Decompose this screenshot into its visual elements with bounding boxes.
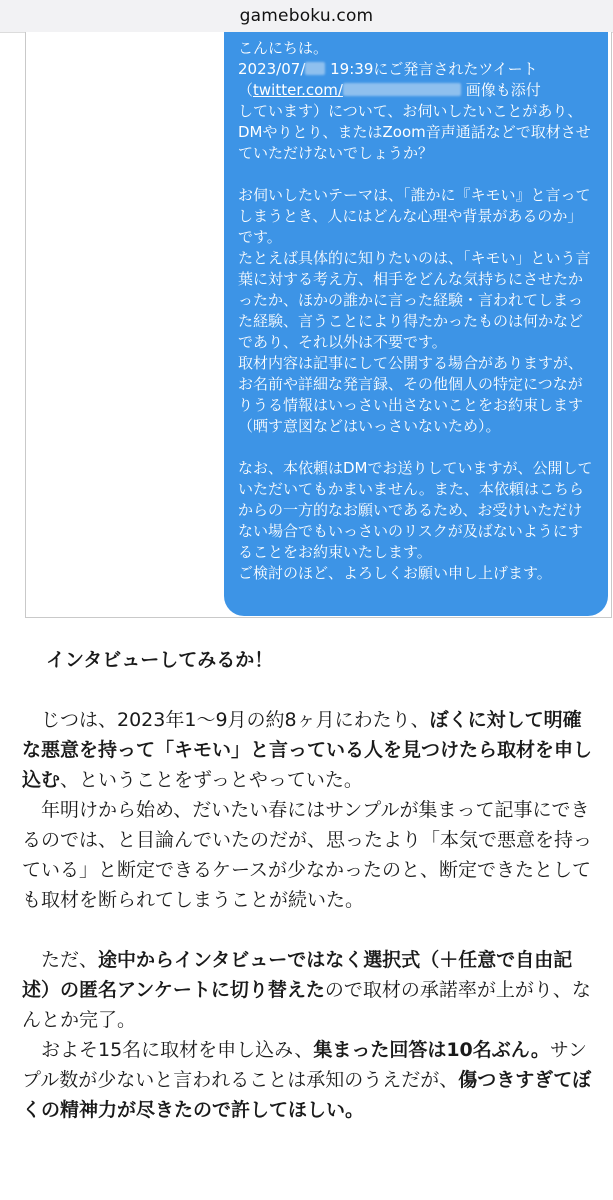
dm-greeting: こんにちは。 bbox=[238, 39, 329, 57]
redacted-date bbox=[305, 62, 325, 75]
dm-para6: ご検討のほど、よろしくお願い申し上げます。 bbox=[238, 564, 552, 582]
dm-para2: お伺いしたいテーマは、「誰かに『キモい』と言ってしまうとき、人にはどんな心理や背景があるのか」です。 bbox=[238, 186, 591, 246]
section-heading: インタビューしてみるか！ bbox=[46, 649, 274, 671]
dm-para3: たとえば具体的に知りたいのは、「キモい」という言葉に対する考え方、相手をどんな気持ちにさせたかったか、ほかの誰かに言った経験・言われてしまった経験、言うことにより得たかったものは何かなどであり、それ以外は不要です。 bbox=[238, 249, 591, 351]
dm-message-bubble bbox=[224, 32, 608, 616]
article-paragraph-3: ただ、途中からインタビューではなく選択式（＋任意で自由記述）の匿名アンケートに切り替えたので取材の承諾率が上がり、なんとか完了。 bbox=[22, 949, 591, 1031]
redacted-url bbox=[343, 83, 461, 96]
dm-tweet-date: 2023/07/ 19:39にご発言されたツイート bbox=[238, 60, 538, 78]
domain-label: gameboku.com bbox=[239, 6, 374, 26]
article-paragraph-4: およそ15名に取材を申し込み、集まった回答は10名ぶん。サンプル数が少ないと言われることは承知のうえだが、傷つきすぎてぼくの精神力が尽きたので許してほしい。 bbox=[22, 1039, 592, 1121]
tweet-link[interactable]: twitter.com/ bbox=[253, 81, 343, 99]
article-body bbox=[22, 645, 592, 1125]
dm-para1: しています）について、お伺いしたいことがあり、DMやりとり、またはZoom音声通話などで取材させていただけないでしょうか？ bbox=[238, 102, 591, 162]
dm-tweet-link-line: （twitter.com/ 画像も添付 bbox=[238, 81, 541, 99]
article-paragraph-1: じつは、2023年1〜9月の約8ヶ月にわたり、ぼくに対して明確な悪意を持って「キモい」と言っている人を見つけたら取材を申し込む、ということをずっとやっていた。 bbox=[22, 709, 593, 791]
dm-para4: 取材内容は記事にして公開する場合がありますが、お名前や詳細な発言録、その他個人の特定につながりうる情報はいっさい出さないことをお約束します（晒す意図などはいっさいないため）。 bbox=[238, 354, 584, 435]
dm-para5: なお、本依頼はDMでお送りしていますが、公開していただいてもかまいません。また、本依頼はこちらからの一方的なお願いであるため、お受けいただけない場合でもいっさいのリスクが及ばないようにすることをお約束いたします。 bbox=[238, 459, 593, 561]
browser-address-bar[interactable] bbox=[0, 0, 613, 33]
article-paragraph-2: 年明けから始め、だいたい春にはサンプルが集まって記事にできるのでは、と目論んでいたのだが、思ったより「本気で悪意を持っている」と断定できるケースが少なかったのと、断定できたとしても取材を断られてしまうことが続いた。 bbox=[22, 799, 593, 911]
dm-screenshot bbox=[25, 32, 612, 618]
